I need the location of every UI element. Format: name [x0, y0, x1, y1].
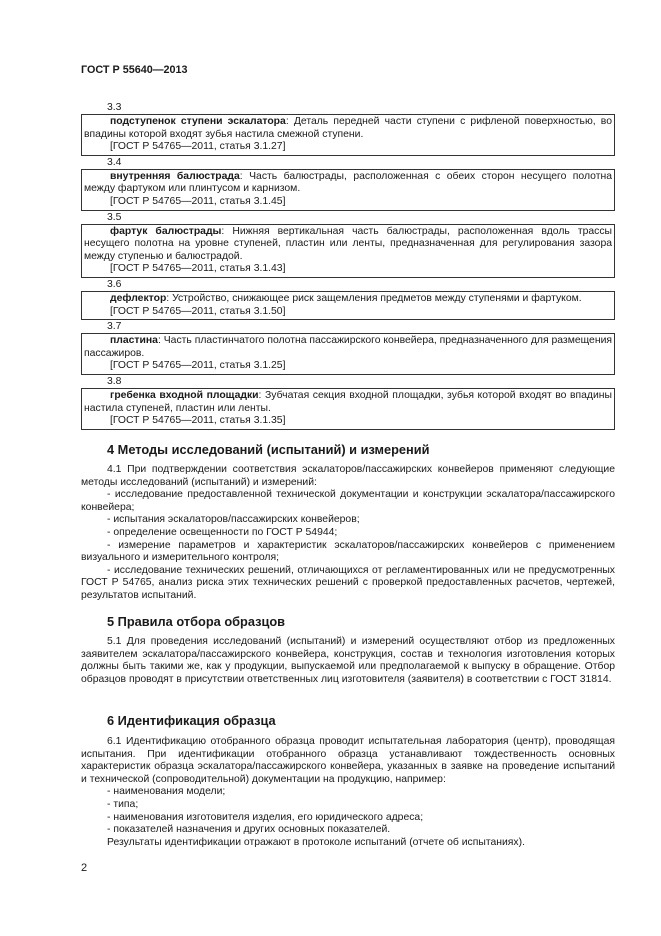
term-box: [81, 291, 615, 320]
paragraph: 5.1 Для проведения исследований (испытаний) и измерений осуществляют отбор из предложенных заявителем эскалатора/пассажирского конвейера, конструкция, состав и технология изготовления которых должны быть такими же, как у продукции, выпускаемой или предполагаемой к выпуску в обращение. Отбор образцов проводят в присутствии ответственных лиц изготовителя (заявителя) в соответствии с ГОСТ 31814.: [81, 636, 615, 685]
list-item: - определение освещенности по ГОСТ Р 54944;: [107, 526, 338, 538]
terms-list: [81, 101, 615, 430]
term-source: [ГОСТ Р 54765—2011, статья 3.1.35]: [110, 415, 286, 427]
term-number: 3.5: [107, 211, 122, 223]
term-definition: [84, 293, 612, 306]
term-box: [81, 224, 615, 278]
list-item: - исследование технических решений, отличающихся от регламентированных или не предусмотренных ГОСТ Р 54765, анализ риска этих технических решений с проверкой предоставленных расчетов, чертежей, результатов испытаний.: [81, 564, 615, 601]
paragraph: 4.1 При подтверждении соответствия эскалаторов/пассажирских конвейеров применяют следующие методы исследований (испытаний) и измерений:: [81, 464, 615, 488]
section-5: [81, 614, 615, 686]
list-item: - наименования изготовителя изделия, его юридического адреса;: [107, 811, 424, 823]
term-number: 3.7: [107, 321, 122, 333]
term-number: 3.8: [107, 375, 122, 387]
list-item: - испытания эскалаторов/пассажирских конвейеров;: [107, 514, 360, 526]
paragraph: 6.1 Идентификацию отобранного образца проводит испытательная лаборатория (центр), проводящая испытания. При идентификации отобранного образца устанавливают тождественность основных характеристик образца эскалатора/пассажирского конвейера, указанных в заявке на проведение испытаний и технической (сопроводительной) документации на продукцию, например:: [81, 736, 615, 785]
section-title: 5 Правила отбора образцов: [107, 614, 286, 629]
term-entry: [81, 375, 615, 430]
term-definition: [84, 116, 612, 141]
list-item: - типа;: [107, 798, 139, 810]
term-definition: [84, 390, 612, 415]
term-definition: [84, 171, 612, 196]
term-entry: [81, 278, 615, 320]
term-entry: [81, 320, 615, 375]
term-text: : Нижняя вертикальная часть балюстрады, расположенная вдоль трассы несущего полотна на уровне ступеней, пластин или ленты, предназначенная для регулирования зазора между ступенью и балюстрадой.: [84, 225, 612, 262]
term-name: дефлектор: [110, 292, 167, 304]
term-definition: [84, 335, 612, 360]
term-box: [81, 333, 615, 375]
term-source: [ГОСТ Р 54765—2011, статья 3.1.25]: [110, 360, 286, 372]
term-name: фартук балюстрады: [110, 225, 222, 237]
term-name: подступенок ступени эскалатора: [110, 116, 286, 127]
document-header: ГОСТ Р 55640—2013: [81, 64, 188, 76]
term-box: [81, 169, 615, 211]
term-source: [ГОСТ Р 54765—2011, статья 3.1.27]: [110, 141, 286, 153]
section-6: [81, 713, 615, 849]
term-name: пластина: [110, 335, 158, 347]
term-source: [ГОСТ Р 54765—2011, статья 3.1.50]: [110, 305, 286, 317]
section-title: 4 Методы исследований (испытаний) и измерений: [107, 442, 430, 457]
term-entry: [81, 156, 615, 211]
term-box: [81, 114, 615, 156]
term-number: 3.4: [107, 156, 122, 168]
term-text: : Часть балюстрады, расположенная с обеих сторон несущего полотна между фартуком или плинтусом и карнизом.: [84, 170, 612, 195]
term-entry: [81, 211, 615, 278]
term-text: : Часть пластинчатого полотна пассажирского конвейера, предназначенного для размещения пассажиров.: [84, 335, 612, 359]
term-source: [ГОСТ Р 54765—2011, статья 3.1.43]: [110, 263, 286, 275]
list-item: - наименования модели;: [107, 786, 226, 798]
term-box: [81, 388, 615, 430]
term-definition: [84, 226, 612, 264]
paragraph: Результаты идентификации отражают в протоколе испытаний (отчете об испытаниях).: [107, 836, 525, 848]
term-text: : Зубчатая секция входной площадки, зубья которой входят во впадины настила ступеней, пластин или ленты.: [84, 389, 612, 414]
section-4: [81, 442, 615, 603]
term-text: : Деталь передней части ступени с рифленой поверхностью, во впадины которой входят зубья настила смежной ступени.: [84, 116, 612, 140]
term-name: гребенка входной площадки: [110, 389, 259, 401]
term-entry: [81, 101, 615, 156]
term-name: внутренняя балюстрада: [110, 170, 240, 182]
page-number: 2: [81, 862, 88, 874]
term-source: [ГОСТ Р 54765—2011, статья 3.1.45]: [110, 195, 286, 207]
section-title: 6 Идентификация образца: [107, 713, 276, 728]
list-item: - исследование предоставленной технической документации и конструкции эскалатора/пассажирского конвейера;: [81, 489, 615, 513]
term-text: : Устройство, снижающее риск защемления предметов между ступенями и фартуком.: [166, 292, 582, 304]
term-number: 3.6: [107, 278, 122, 290]
list-item: - показателей назначения и других основных показателей.: [107, 824, 391, 836]
list-item: - измерение параметров и характеристик эскалаторов/пассажирских конвейеров с применением визуального и измерительного контроля;: [81, 539, 615, 564]
term-number: 3.3: [107, 102, 122, 113]
